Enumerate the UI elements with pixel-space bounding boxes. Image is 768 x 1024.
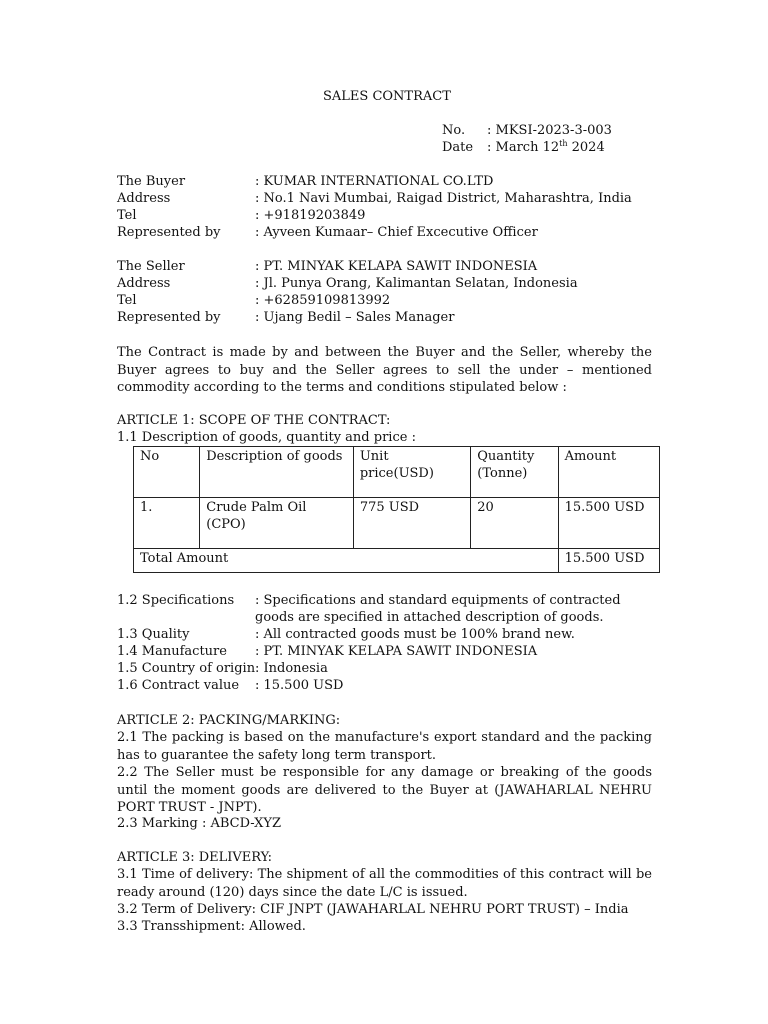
- table-header-cell: Description of goods: [200, 447, 354, 498]
- ref-no-value: : MKSI-2023-3-003: [487, 123, 612, 138]
- spec-row: 1.3 Quality : All contracted goods must be 100% brand new.: [117, 627, 575, 642]
- table-cell: 15.500 USD: [558, 498, 659, 549]
- article1-subheading: 1.1 Description of goods, quantity and price :: [117, 430, 416, 445]
- ref-date-value: : March 12th 2024: [487, 139, 605, 155]
- table-header-row: [134, 447, 660, 498]
- total-label: Total Amount: [134, 549, 559, 573]
- table-header-cell: Quantity (Tonne): [471, 447, 558, 498]
- article2-clause-1: 2.1 The packing is based on the manufacture's export standard and the packing has to guarantee the safety long term transport.: [117, 730, 652, 763]
- article2-heading: ARTICLE 2: PACKING/MARKING:: [117, 713, 341, 728]
- article3-clause-1: 3.1 Time of delivery: The shipment of all the commodities of this contract will be ready around (120) days since the date L/C is issued.: [117, 867, 652, 900]
- table-header-cell: Amount: [558, 447, 659, 498]
- table-total-row: [134, 549, 660, 573]
- ref-date-label: Date: [442, 140, 474, 155]
- article1-heading: ARTICLE 1: SCOPE OF THE CONTRACT:: [117, 413, 391, 428]
- table-row: [134, 498, 660, 549]
- spec-row: 1.2 Specifications : Specifications and standard equipments of contracted goods are specified in attached description of goods.: [117, 593, 621, 625]
- buyer-row: Tel : +91819203849: [117, 208, 366, 223]
- document-title: SALES CONTRACT: [323, 89, 451, 104]
- article2-clause-3: 2.3 Marking : ABCD-XYZ: [117, 816, 282, 831]
- goods-table: [133, 446, 660, 573]
- spec-row: 1.6 Contract value : 15.500 USD: [117, 678, 344, 693]
- buyer-row: Address : No.1 Navi Mumbai, Raigad District, Maharashtra, India: [117, 191, 632, 206]
- buyer-row: Represented by : Ayveen Kumaar– Chief Excecutive Officer: [117, 225, 538, 240]
- article3-clause-2: 3.2 Term of Delivery: CIF JNPT (JAWAHARLAL NEHRU PORT TRUST) – India: [117, 902, 629, 917]
- table-header-cell: Unit price(USD): [353, 447, 470, 498]
- seller-block: [117, 258, 652, 326]
- total-value: 15.500 USD: [558, 549, 659, 573]
- article3-clause-3: 3.3 Transshipment: Allowed.: [117, 919, 306, 934]
- article3-heading: ARTICLE 3: DELIVERY:: [117, 850, 273, 865]
- spec-row: 1.4 Manufacture : PT. MINYAK KELAPA SAWIT INDONESIA: [117, 644, 538, 659]
- spec-list: [117, 626, 652, 694]
- seller-row: The Seller : PT. MINYAK KELAPA SAWIT INDONESIA: [117, 259, 538, 274]
- seller-row: Tel : +62859109813992: [117, 293, 391, 308]
- buyer-block: [117, 173, 652, 241]
- intro-paragraph: The Contract is made by and between the Buyer and the Seller, whereby the Buyer agrees to buy and the Seller agrees to sell the under – mentioned commodity according to the terms and conditions stipulated below :: [117, 345, 652, 395]
- table-header-cell: No: [134, 447, 200, 498]
- table-cell: Crude Palm Oil (CPO): [200, 498, 354, 549]
- buyer-row: The Buyer : KUMAR INTERNATIONAL CO.LTD: [117, 174, 494, 189]
- spec-row: 1.5 Country of origin : Indonesia: [117, 661, 328, 676]
- seller-row: Represented by : Ujang Bedil – Sales Manager: [117, 310, 455, 325]
- article2-clause-2: 2.2 The Seller must be responsible for any damage or breaking of the goods until the moment goods are delivered to the Buyer at (JAWAHARLAL NEHRU PORT TRUST - JNPT).: [117, 765, 652, 815]
- seller-row: Address : Jl. Punya Orang, Kalimantan Selatan, Indonesia: [117, 276, 578, 291]
- table-cell: 20: [471, 498, 558, 549]
- table-cell: 1.: [134, 498, 200, 549]
- table-cell: 775 USD: [353, 498, 470, 549]
- ref-no-label: No.: [442, 123, 466, 138]
